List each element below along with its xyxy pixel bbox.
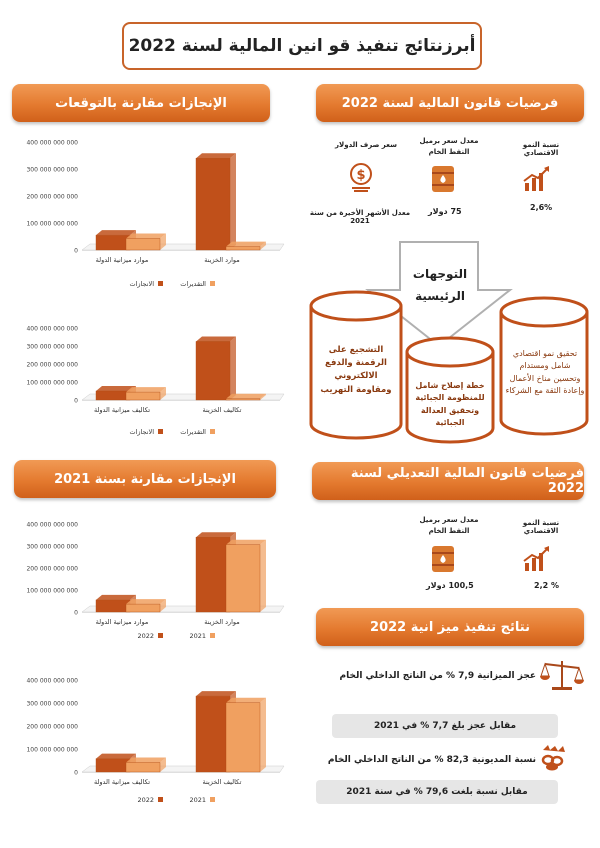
bar bbox=[96, 235, 130, 250]
cylinder-tax-reform-text: خطة إصلاح شامل للمنظومة الجبائية وتحقيق العدالة الجبائية bbox=[415, 381, 485, 428]
debt-chain-icon bbox=[540, 742, 570, 776]
dollar-coin-icon bbox=[344, 160, 378, 194]
legend-swatch bbox=[210, 797, 215, 802]
y-tick-label: 300 000 000 000 bbox=[26, 166, 78, 174]
legend-label: 2021 bbox=[189, 632, 206, 640]
chart-resources-vs-2021 bbox=[0, 512, 290, 652]
bar bbox=[226, 703, 260, 772]
chart-resources-vs-forecast bbox=[0, 128, 290, 300]
debt-result: نسبة المديونية 82,3 % من الناتج الداخلي الخام bbox=[327, 755, 536, 765]
fx-value: معدل الأشهر الأخيرة من سنة 2021 bbox=[309, 209, 411, 225]
bar-top bbox=[96, 230, 136, 235]
revised-oil-barrel-icon bbox=[426, 542, 460, 576]
revised-growth-chart-icon bbox=[520, 542, 554, 576]
y-tick-label: 400 000 000 000 bbox=[26, 677, 78, 685]
x-tick-label: موارد الخزينة bbox=[204, 618, 240, 626]
x-tick-label: تكاليف ميزانية الدولة bbox=[93, 778, 151, 786]
y-tick-label: 200 000 000 000 bbox=[26, 361, 78, 369]
y-tick-label: 300 000 000 000 bbox=[26, 700, 78, 708]
bar bbox=[196, 158, 230, 250]
y-tick-label: 200 000 000 000 bbox=[26, 565, 78, 573]
banner-budget-results: نتائج تنفيذ ميز انية 2022 bbox=[316, 608, 584, 646]
legend-label: التقديرات bbox=[180, 428, 206, 436]
y-tick-label: 0 bbox=[74, 609, 78, 617]
bar-top bbox=[96, 595, 136, 600]
growth-chart-icon bbox=[520, 162, 554, 196]
y-tick-label: 400 000 000 000 bbox=[26, 325, 78, 333]
bar bbox=[96, 600, 130, 612]
bar-side bbox=[260, 540, 266, 612]
bar-top bbox=[226, 698, 266, 703]
chart-costs-vs-2021 bbox=[0, 672, 290, 812]
bar-side bbox=[230, 153, 236, 250]
bar bbox=[226, 399, 260, 400]
bar-top bbox=[196, 691, 236, 696]
revised-growth-label: نسبة النمو الاقتصادي bbox=[522, 519, 560, 535]
bar bbox=[126, 763, 160, 773]
bar-top bbox=[126, 234, 166, 239]
legend-label: التقديرات bbox=[180, 280, 206, 288]
growth-label: نسبة النمو الاقتصادي bbox=[522, 141, 560, 157]
legend-swatch bbox=[210, 429, 215, 434]
x-tick-label: تكاليف الخزينة bbox=[202, 406, 242, 414]
legend-label: الانجازات bbox=[129, 428, 154, 436]
bar-top bbox=[196, 337, 236, 342]
bar-side bbox=[260, 698, 266, 772]
x-tick-label: تكاليف ميزانية الدولة bbox=[93, 406, 151, 414]
bar-top bbox=[226, 540, 266, 545]
bar bbox=[126, 604, 160, 612]
y-tick-label: 0 bbox=[74, 247, 78, 255]
bar-top bbox=[196, 532, 236, 537]
y-tick-label: 0 bbox=[74, 397, 78, 405]
cylinder-digitization-text: التشجيع على الرقمنة والدفع الالكتروني ومقاومة التهريب bbox=[320, 345, 392, 395]
oil-value: 75 دولار bbox=[428, 207, 462, 216]
bar bbox=[96, 759, 130, 772]
legend-label: 2022 bbox=[137, 796, 154, 804]
y-tick-label: 100 000 000 000 bbox=[26, 379, 78, 387]
y-tick-label: 400 000 000 000 bbox=[26, 521, 78, 529]
bar-top bbox=[96, 754, 136, 759]
bar bbox=[96, 391, 130, 400]
oil-label: معدل سعر برميل النفط الخام bbox=[419, 137, 479, 157]
bar-top bbox=[226, 394, 266, 399]
y-tick-label: 300 000 000 000 bbox=[26, 343, 78, 351]
x-tick-label: موارد الخزينة bbox=[204, 256, 240, 264]
bar-top bbox=[226, 242, 266, 247]
bar bbox=[126, 392, 160, 400]
legend-swatch bbox=[210, 633, 215, 638]
y-tick-label: 0 bbox=[74, 769, 78, 777]
y-tick-label: 100 000 000 000 bbox=[26, 220, 78, 228]
cylinder-growth-text: تحقيق نمو اقتصادي شامل ومستدام وتحسين مناخ الأعمال وإعادة الثقة مع الشركاء bbox=[505, 349, 585, 396]
bar bbox=[196, 696, 230, 772]
legend-swatch bbox=[158, 633, 163, 638]
revised-oil-label: معدل سعر برميل النفط الخام bbox=[419, 516, 479, 536]
bar bbox=[226, 247, 260, 250]
legend-swatch bbox=[158, 429, 163, 434]
revised-growth-value: % 2,2 bbox=[534, 581, 559, 590]
banner-revised-hypotheses: فرضيات قانون المالية التعديلي لسنة 2022 bbox=[312, 462, 584, 500]
bar-top bbox=[196, 153, 236, 158]
x-tick-label: موارد ميزانية الدولة bbox=[95, 618, 149, 626]
deficit-result: عجز الميزانية 7,9 % من الناتج الداخلي الخام bbox=[339, 671, 536, 681]
bar-top bbox=[126, 758, 166, 763]
page-title: أبرزنتائج تنفيذ قو انين المالية لسنة 2022 bbox=[122, 22, 482, 70]
y-tick-label: 200 000 000 000 bbox=[26, 723, 78, 731]
bar bbox=[196, 342, 230, 401]
growth-value: 2,6% bbox=[530, 203, 553, 212]
debt-comparison: مقابل نسبة بلغت 79,6 % في سنة 2021 bbox=[316, 780, 558, 804]
y-tick-label: 100 000 000 000 bbox=[26, 746, 78, 754]
deficit-comparison: مقابل عجز بلغ 7,7 % في 2021 bbox=[332, 714, 558, 738]
legend-swatch bbox=[158, 797, 163, 802]
legend-label: 2021 bbox=[189, 796, 206, 804]
bar bbox=[226, 545, 260, 612]
legend-swatch bbox=[158, 281, 163, 286]
y-tick-label: 200 000 000 000 bbox=[26, 193, 78, 201]
legend-label: الانجازات bbox=[129, 280, 154, 288]
y-tick-label: 300 000 000 000 bbox=[26, 543, 78, 551]
bar-top bbox=[126, 387, 166, 392]
fx-label: سعر صرف الدولار bbox=[335, 141, 397, 149]
bar bbox=[196, 537, 230, 612]
revised-oil-value: 100,5 دولار bbox=[426, 581, 474, 590]
arrow-label: التوجهات الرئيسية bbox=[412, 267, 468, 303]
banner-hypotheses-2022: فرضيات قانون المالية لسنة 2022 bbox=[316, 84, 584, 122]
legend-label: 2022 bbox=[137, 632, 154, 640]
legend-swatch bbox=[210, 281, 215, 286]
x-tick-label: موارد ميزانية الدولة bbox=[95, 256, 149, 264]
x-tick-label: تكاليف الخزينة bbox=[202, 778, 242, 786]
bar-top bbox=[126, 599, 166, 604]
bar-side bbox=[230, 337, 236, 401]
oil-barrel-icon bbox=[426, 162, 460, 196]
chart-costs-vs-forecast bbox=[0, 318, 290, 448]
y-tick-label: 400 000 000 000 bbox=[26, 139, 78, 147]
svg-text:$: $ bbox=[356, 168, 366, 183]
banner-vs-2021: الإنجازات مقارنة بسنة 2021 bbox=[14, 460, 276, 498]
balance-scale-icon bbox=[540, 658, 584, 696]
y-tick-label: 100 000 000 000 bbox=[26, 587, 78, 595]
banner-vs-forecast: الإنجازات مقارنة بالتوقعات bbox=[12, 84, 270, 122]
bar bbox=[126, 239, 160, 251]
